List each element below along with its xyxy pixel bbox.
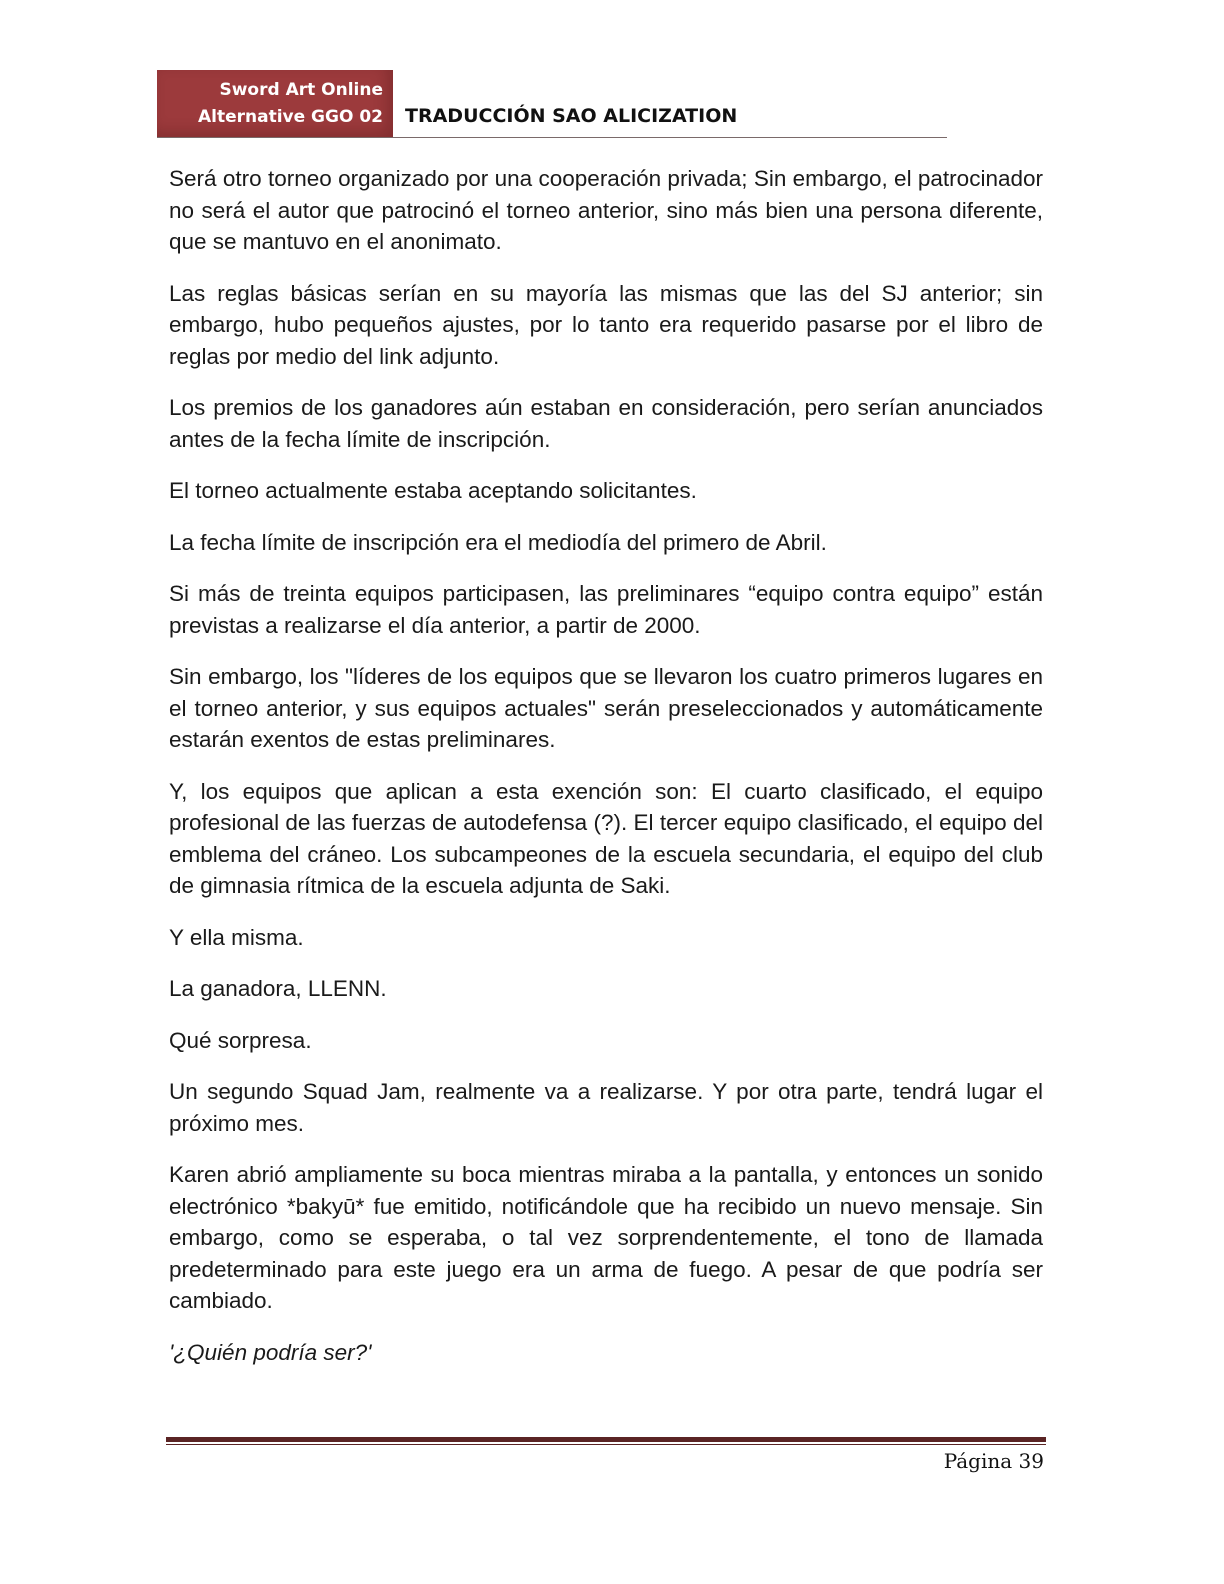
paragraph: Karen abrió ampliamente su boca mientras miraba a la pantalla, y entonces un sonido electrónico *bakyū* fue emitido, notificándole que ha recibido un nuevo mensaje. Sin embargo, como se esperaba, o tal vez sorprendentemente, el tono de llamada predeterminado para este juego era un arma de fuego. A pesar de que podría ser cambiado. — [169, 1162, 1043, 1313]
header-book-box — [157, 70, 393, 138]
paragraph: Si más de treinta equipos participasen, las preliminares “equipo contra equipo” están previstas a realizarse el día anterior, a partir de 2000. — [169, 581, 1043, 638]
paragraph: Y ella misma. — [169, 924, 304, 950]
header-book-title: Sword Art Online — [219, 80, 383, 100]
paragraph: Las reglas básicas serían en su mayoría las mismas que las del SJ anterior; sin embargo, hubo pequeños ajustes, por lo tanto era requerido pasarse por el libro de reglas por medio del link adjunto. — [169, 280, 1043, 369]
footer-divider-thin — [166, 1444, 1046, 1445]
paragraph: Y, los equipos que aplican a esta exención son: El cuarto clasificado, el equipo profesional de las fuerzas de autodefensa (?). El tercer equipo clasificado, el equipo del emblema del cráneo. Los subcampeones de la escuela secundaria, el equipo del club de gimnasia rítmica de la escuela adjunta de Saki. — [169, 778, 1043, 898]
page-body — [169, 163, 1043, 1388]
paragraph: Será otro torneo organizado por una cooperación privada; Sin embargo, el patrocinador no será el autor que patrocinó el torneo anterior, sino más bien una persona diferente, que se mantuvo en el anonimato. — [169, 166, 1043, 254]
header-divider — [157, 137, 947, 138]
paragraph: Un segundo Squad Jam, realmente va a realizarse. Y por otra parte, tendrá lugar el próximo mes. — [169, 1079, 1043, 1136]
paragraph-italic-thought: '¿Quién podría ser?' — [169, 1339, 372, 1365]
paragraph: Los premios de los ganadores aún estaban en consideración, pero serían anunciados antes de la fecha límite de inscripción. — [169, 395, 1043, 452]
paragraph: Qué sorpresa. — [169, 1027, 312, 1053]
footer-divider-thick — [166, 1437, 1046, 1442]
paragraph: La fecha límite de inscripción era el mediodía del primero de Abril. — [169, 529, 827, 555]
paragraph: Sin embargo, los "líderes de los equipos que se llevaron los cuatro primeros lugares en el torneo anterior, y sus equipos actuales" serán preseleccionados y automáticamente estarán exentos de estas preliminares. — [169, 664, 1043, 752]
paragraph: El torneo actualmente estaba aceptando solicitantes. — [169, 478, 697, 503]
page-number: Página 39 — [943, 1449, 1044, 1473]
header-book-volume: Alternative GGO 02 — [197, 107, 383, 127]
paragraph: La ganadora, LLENN. — [169, 976, 387, 1001]
header-title: TRADUCCIÓN SAO ALICIZATION — [405, 105, 738, 127]
